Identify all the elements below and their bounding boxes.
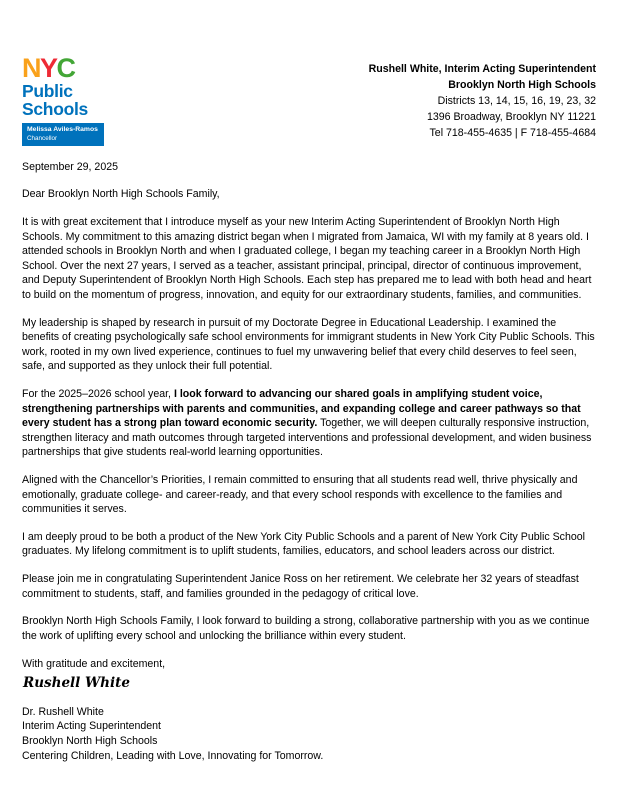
sender-organization: Brooklyn North High Schools (448, 78, 596, 91)
letter-date: September 29, 2025 (22, 160, 119, 173)
signer-name: Dr. Rushell White (22, 705, 104, 718)
paragraph-5: I am deeply proud to be both a product of the New York City Public Schools and a parent of New York City Public School graduates. My lifelong commitment is to uplift students, families, educators, and school leaders across our district. (22, 530, 585, 558)
letterhead (22, 53, 596, 146)
sender-address: 1396 Broadway, Brooklyn NY 11221 (426, 110, 596, 123)
sender-phone-fax: Tel 718-455-4635 | F 718-455-4684 (429, 126, 596, 139)
valediction: With gratitude and excitement, (22, 657, 166, 670)
handwritten-signature: Rushell White (23, 675, 130, 692)
paragraph-6: Please join me in congratulating Superintendent Janice Ross on her retirement. We celebrate her 32 years of steadfast commitment to students, staff, and families grounded in the pedagogy of critical love. (22, 573, 579, 600)
letter-body (22, 160, 596, 764)
logo-schools-text: Schools (22, 99, 88, 120)
signer-organization: Brooklyn North High Schools (22, 734, 158, 747)
chancellor-bar (22, 123, 104, 145)
sender-name-title: Rushell White, Interim Acting Superintendent (368, 63, 596, 75)
paragraph-1: It is with great excitement that I introduce myself as your new Interim Acting Superintendent of Brooklyn North High Schools. My commitment to this amazing district began when I migrated from Jamaica, WI with my family at 8 years old. I attended schools in Brooklyn North and when I graduated college, I began my teaching career in a Brooklyn North High School. Over the next 27 years, I served as a teacher, assistant principal, principal, director of continuous improvement, and Deputy Superintendent of Brooklyn North High Schools. Each step has prepared me to lead with both head and heart to build on the momentum of progress, innovation, and equity for our extraordinary students, families, and communities. (22, 215, 592, 301)
paragraph-7: Brooklyn North High Schools Family, I look forward to building a strong, collaborative partnership with you as we continue the work of uplifting every school and unlocking the brilliance within every student. (22, 615, 590, 642)
paragraph-4: Aligned with the Chancellor’s Priorities, I remain committed to ensuring that all students read well, thrive physically and emotionally, graduate college- and career-ready, and that every school responds with excellence to the families and communities it serves. (22, 474, 578, 516)
paragraph-3-post: Together, we will deepen culturally responsive instruction, strengthen literacy and math outcomes through targeted interventions and professional development, and widen business partnerships that give students real-world learning opportunities. (22, 417, 592, 459)
logo-public-text: Public (22, 80, 73, 101)
logo-nyc-letters (22, 53, 104, 83)
paragraph-3-bold: I look forward to advancing our shared goals in amplifying student voice, strengthening partnerships with parents and communities, and expanding college and career pathways so that every student has a strong plan toward economic security. (22, 387, 581, 430)
sender-districts: Districts 13, 14, 15, 16, 19, 23, 32 (437, 94, 596, 107)
paragraph-3 (22, 387, 596, 460)
paragraph-2: My leadership is shaped by research in pursuit of my Doctorate Degree in Educational Leadership. I examined the benefits of creating psychologically safe school environments for immigrant students in New York City Public Schools. This work, rooted in my own lived experience, continues to fuel my unwavering belief that every child deserves to feel seen, safe, and supported as they unlock their full potential. (22, 316, 595, 373)
sender-contact-block (369, 56, 596, 141)
signature-block (22, 705, 596, 763)
paragraph-3-pre: For the 2025–2026 school year, (22, 387, 174, 400)
chancellor-name: Melissa Aviles-Ramos (27, 126, 98, 134)
chancellor-title: Chancellor (27, 134, 58, 142)
nyc-public-schools-logo (22, 53, 104, 146)
salutation: Dear Brooklyn North High Schools Family, (22, 188, 220, 201)
signer-title: Interim Acting Superintendent (22, 720, 161, 733)
logo-letter-n: N (22, 53, 40, 83)
logo-letter-y: Y (40, 53, 57, 83)
district-motto: Centering Children, Leading with Love, Innovating for Tomorrow. (22, 749, 324, 762)
logo-letter-c: C (56, 53, 75, 83)
